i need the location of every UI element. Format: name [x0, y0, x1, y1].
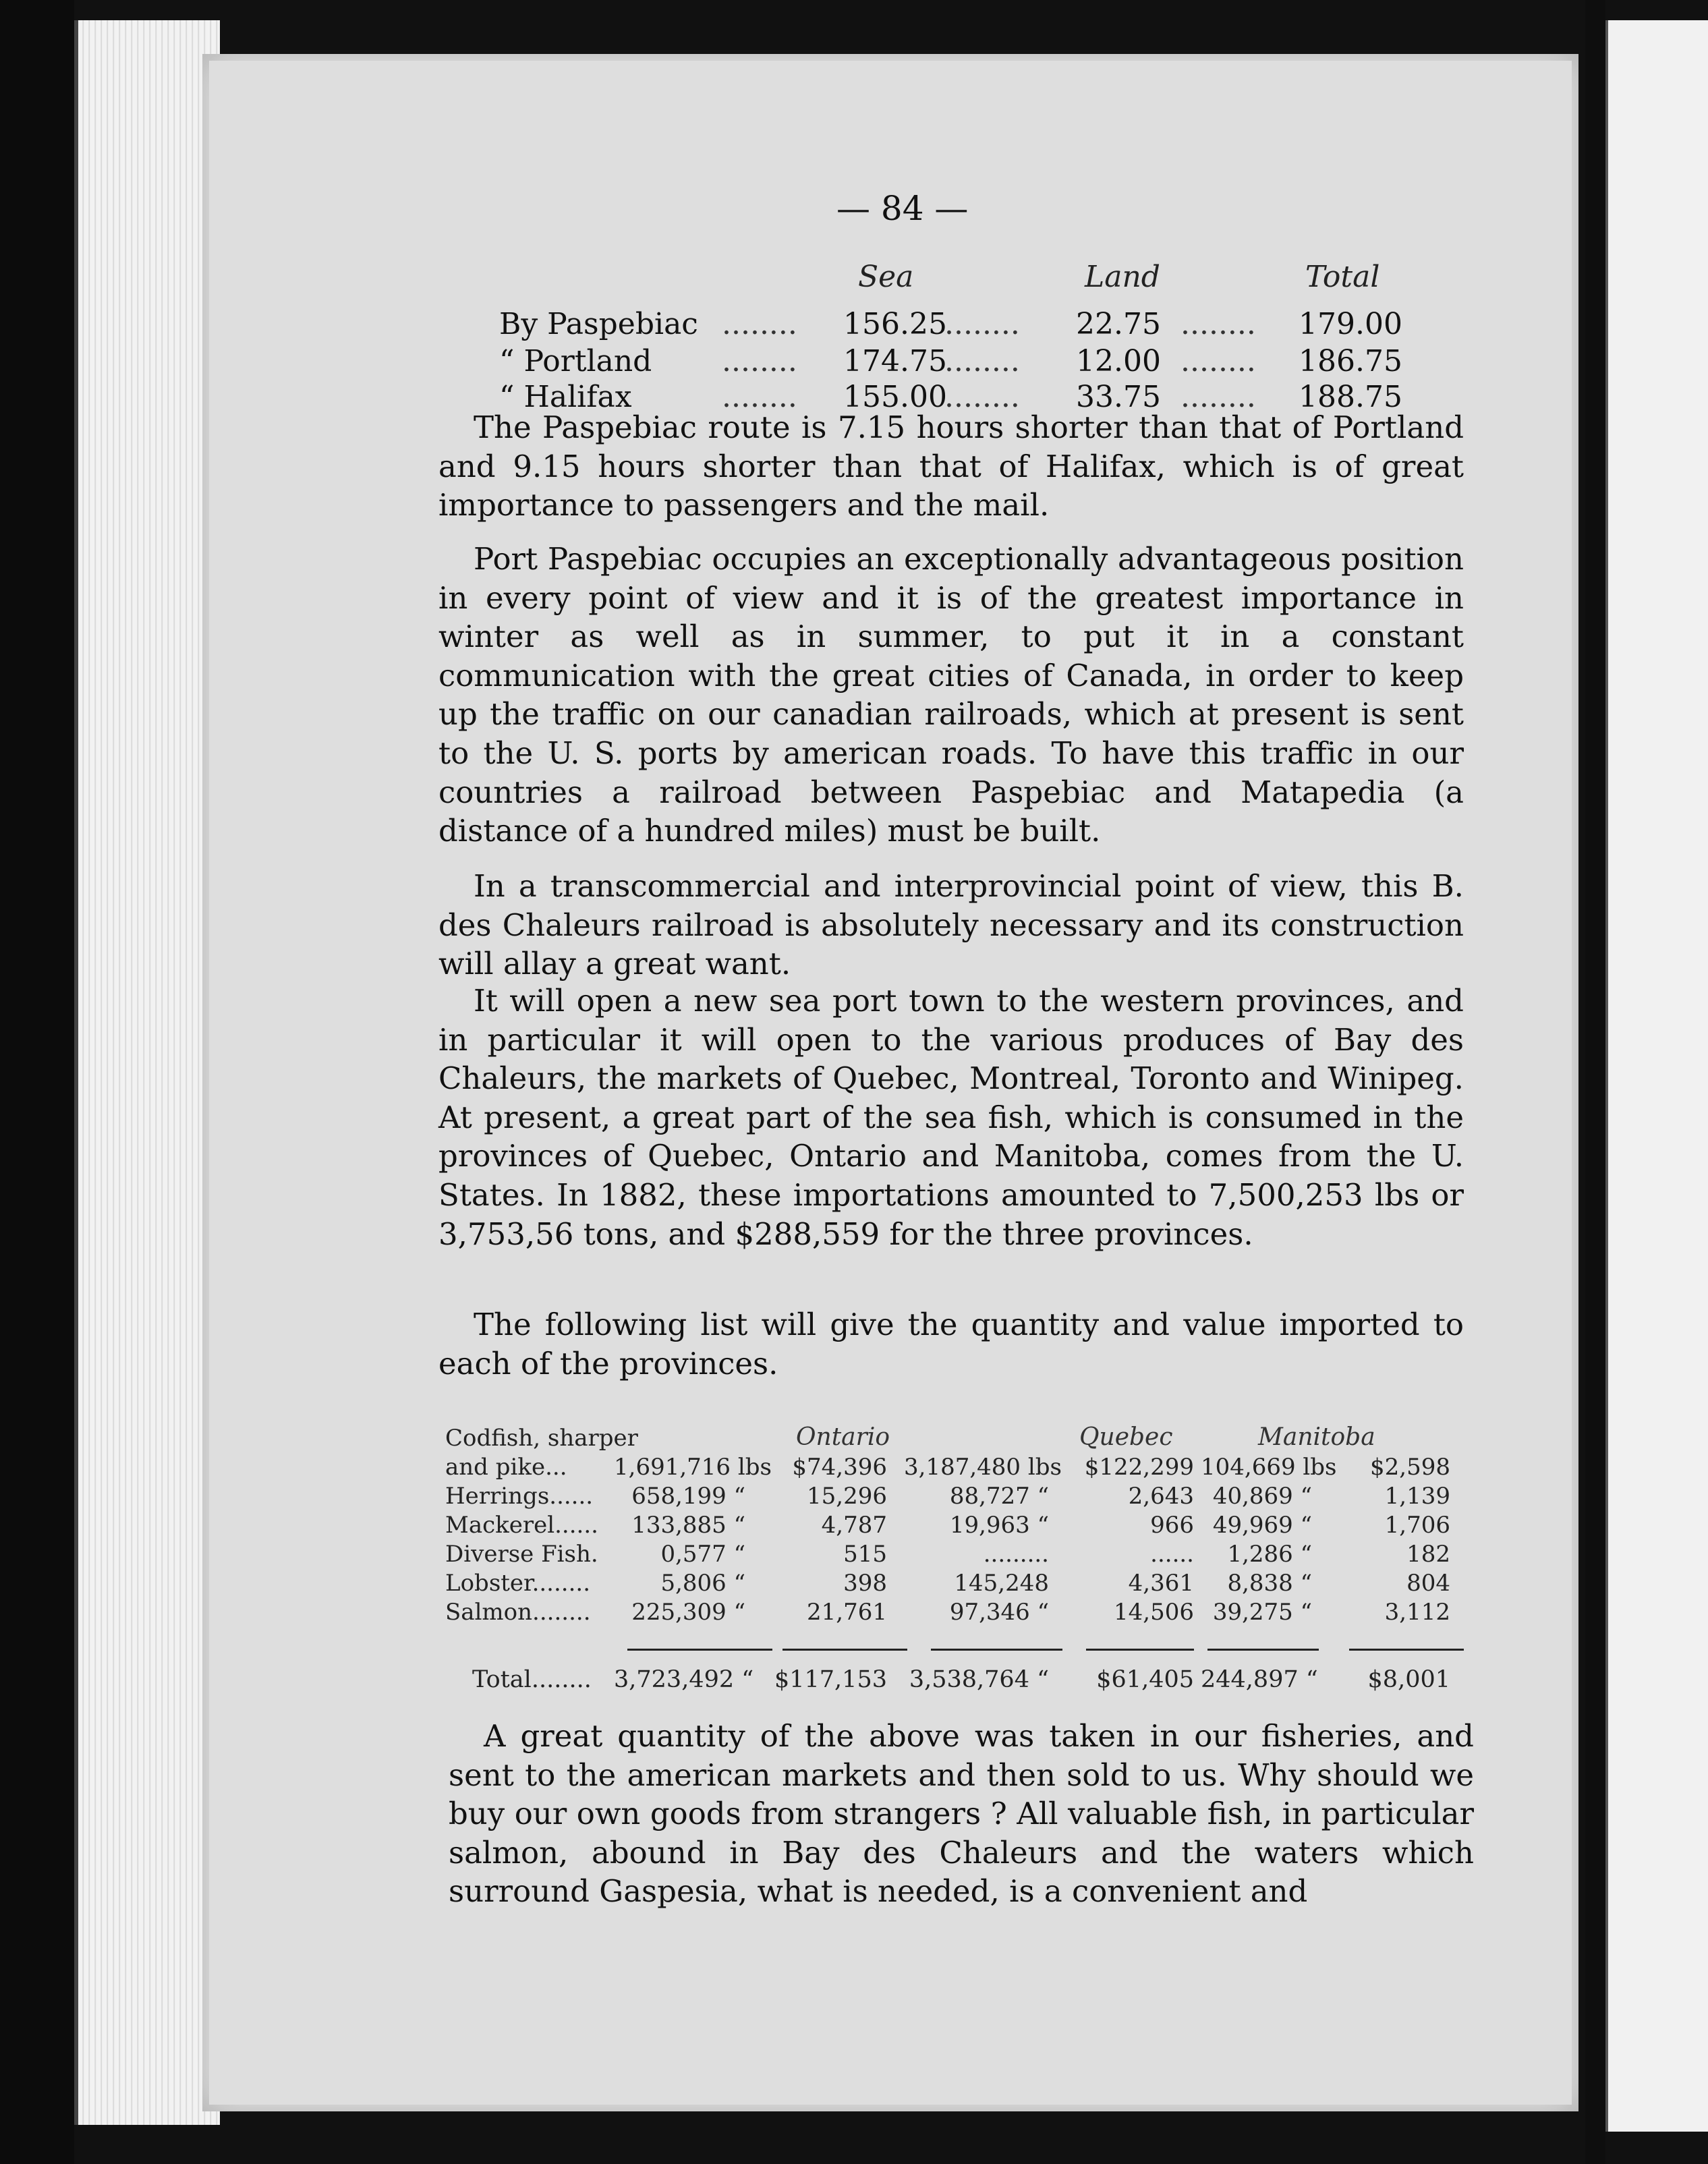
sum-rule: [931, 1649, 1062, 1651]
table-header-manitoba: Manitoba: [1258, 1423, 1375, 1451]
page-number: — 84 —: [836, 189, 969, 228]
route-row-paspebiac: [499, 307, 1402, 345]
paragraph: The Paspebiac route is 7.15 hours shorter than that of Portland and 9.15 hours shorter than that of Halifax, which is of great importance to passengers and the mail.: [438, 409, 1464, 523]
route-label: By Paspebiac: [499, 307, 698, 341]
paragraph: In a transcommercial and interprovincial point of view, this B. des Chaleurs railroad is absolutely necessary and its construction will allay a great want.: [438, 868, 1464, 982]
dot-leader: ........: [944, 307, 1020, 341]
sum-rule: [1086, 1649, 1194, 1651]
dot-leader: ........: [722, 344, 797, 378]
table-header-ontario: Ontario: [796, 1423, 890, 1451]
route-land: 22.75: [1076, 307, 1161, 341]
table-row: and pike... 1,691,716 lbs $74,396 3,187,480 lbs $122,299 104,669 lbs $2,598: [445, 1454, 1450, 1481]
route-header-sea: Sea: [858, 260, 914, 294]
sum-rule: [1207, 1649, 1319, 1651]
sum-rule: [782, 1649, 907, 1651]
dot-leader: ........: [722, 380, 797, 414]
route-label: “ Halifax: [499, 380, 632, 414]
table-row: Diverse Fish. 0,577 “ 515 ......... ...... 1,286 “ 182: [445, 1541, 1450, 1568]
dot-leader: ........: [722, 307, 797, 341]
route-label: “ Portland: [499, 344, 652, 378]
table-header-quebec: Quebec: [1079, 1423, 1173, 1451]
dot-leader: ........: [1180, 344, 1256, 378]
paragraph: It will open a new sea port town to the western provinces, and in particular it will open to the various produces of Bay des Chaleurs, the markets of Quebec, Montreal, Toronto and Winipeg. At present, a great part of the sea fish, which is consumed in the provinces of Quebec, Ontario and Manitoba, comes from the U. States. In 1882, these importations amounted to 7,500,253 lbs or 3,753,56 tons, and $288,559 for the three provinces.: [438, 983, 1464, 1252]
route-total: 179.00: [1299, 307, 1402, 341]
dot-leader: ........: [1180, 307, 1256, 341]
dot-leader: ........: [1180, 380, 1256, 414]
table-first-label: Codfish, sharper: [445, 1425, 638, 1452]
scan-border-left: [0, 0, 74, 2164]
paragraph: The following list will give the quantity and value imported to each of the provinces.: [438, 1307, 1464, 1382]
route-row-portland: [499, 344, 1402, 382]
table-row: Lobster........ 5,806 “ 398 145,248 4,361 8,838 “ 804: [445, 1570, 1450, 1597]
book-page-edges: [74, 20, 220, 2125]
route-sea: 155.00: [843, 380, 947, 414]
table-total-row: Total........ 3,723,492 “ $117,153 3,538,764 “ $61,405 244,897 “ $8,001: [472, 1666, 1450, 1693]
route-header-land: Land: [1085, 260, 1160, 294]
route-sea: 174.75: [843, 344, 947, 378]
paragraph: A great quantity of the above was taken in our fisheries, and sent to the american markets and then sold to us. Why should we buy our own goods from strangers ? All valuable fish, in particular salmon, abound in Bay des Chaleurs and the waters which surround Gaspesia, what is needed, is a convenient and: [449, 1718, 1474, 1910]
route-land: 33.75: [1076, 380, 1161, 414]
table-row: Salmon........ 225,309 “ 21,761 97,346 “ 14,506 39,275 “ 3,112: [445, 1599, 1450, 1626]
route-land: 12.00: [1076, 344, 1161, 378]
dot-leader: ........: [944, 344, 1020, 378]
route-total: 186.75: [1299, 344, 1402, 378]
book-gutter: [1585, 0, 1605, 2164]
dot-leader: ........: [944, 380, 1020, 414]
table-row: Herrings...... 658,199 “ 15,296 88,727 “ 2,643 40,869 “ 1,139: [445, 1483, 1450, 1510]
sum-rule: [627, 1649, 772, 1651]
route-total: 188.75: [1299, 380, 1402, 414]
route-header-total: Total: [1305, 260, 1380, 294]
adjacent-page-edge: [1605, 20, 1708, 2132]
route-sea: 156.25: [843, 307, 947, 341]
sum-rule: [1349, 1649, 1464, 1651]
table-row: Mackerel...... 133,885 “ 4,787 19,963 “ 966 49,969 “ 1,706: [445, 1512, 1450, 1539]
paragraph: Port Paspebiac occupies an exceptionally advantageous position in every point of view and it is of the greatest importance in winter as well as in summer, to put it in a constant communication with the great cities of Canada, in order to keep up the traffic on our canadian railroads, which at present is sent to the U. S. ports by american roads. To have this traffic in our countries a railroad between Paspebiac and Matapedia (a distance of a hundred miles) must be built.: [438, 541, 1464, 849]
